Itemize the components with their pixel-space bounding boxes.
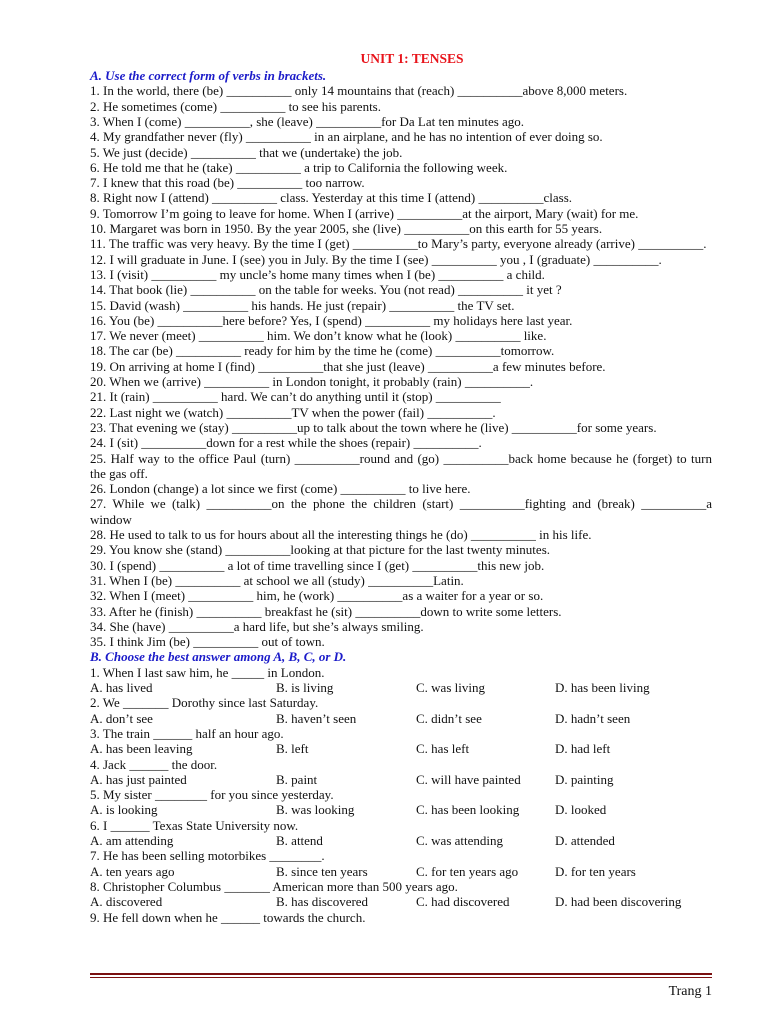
answer-option[interactable]: B. since ten years [276, 863, 368, 879]
exercise-item: 15. David (wash) __________ his hands. He just (repair) __________ the TV set. [90, 297, 515, 313]
exercise-item: 1. In the world, there (be) __________ only 14 mountains that (reach) __________above 8,000 meters. [90, 83, 628, 99]
answer-option[interactable]: D. has been living [555, 680, 650, 696]
answer-options [90, 864, 712, 879]
answer-option[interactable]: B. is living [276, 680, 334, 696]
answer-option[interactable]: B. attend [276, 833, 323, 849]
worksheet-page [90, 50, 712, 925]
answer-options [90, 833, 712, 848]
answer-option[interactable]: C. will have painted [416, 771, 521, 787]
answer-option[interactable]: C. has been looking [416, 802, 520, 818]
page-number: Trang 1 [668, 984, 712, 999]
exercise-item: 7. I knew that this road (be) __________ too narrow. [90, 175, 365, 191]
exercise-item: 10. Margaret was born in 1950. By the year 2005, she (live) __________on this earth for 55 years. [90, 221, 603, 237]
exercise-item: 21. It (rain) __________ hard. We can’t do anything until it (stop) __________ [90, 389, 501, 405]
answer-option[interactable]: C. was living [416, 680, 485, 696]
answer-options [90, 680, 712, 695]
answer-option[interactable]: D. attended [555, 833, 615, 849]
answer-option[interactable]: A. is looking [90, 802, 158, 818]
exercise-item: 26. London (change) a lot since we first (come) __________ to live here. [90, 481, 471, 497]
section-a-heading: A. Use the correct form of verbs in brackets. [90, 68, 327, 83]
answer-option[interactable]: B. paint [276, 771, 318, 787]
exercise-item: 9. Tomorrow I’m going to leave for home. When I (arrive) __________at the airport, Mary (wait) for me. [90, 205, 639, 221]
footer-rule-thick [90, 973, 712, 975]
section-b-questions [90, 665, 712, 925]
answer-options [90, 802, 712, 817]
exercise-item: 3. When I (come) __________, she (leave) __________for Da Lat ten minutes ago. [90, 114, 525, 129]
answer-option[interactable]: D. looked [555, 802, 607, 818]
answer-option[interactable]: B. left [276, 741, 309, 757]
exercise-item: 24. I (sit) __________down for a rest while the shoes (repair) __________. [90, 435, 482, 451]
answer-option[interactable]: D. painting [555, 771, 614, 787]
answer-option[interactable]: C. had discovered [416, 894, 510, 910]
answer-option[interactable]: D. hadn’t seen [555, 710, 631, 726]
question-stem: 9. He fell down when he ______ towards the church. [90, 909, 366, 925]
section-b-heading: B. Choose the best answer among A, B, C, or D. [90, 649, 347, 665]
exercise-item: 2. He sometimes (come) __________ to see his parents. [90, 98, 381, 114]
question-stem: 1. When I last saw him, he _____ in London. [90, 664, 325, 680]
answer-option[interactable]: A. has just painted [90, 771, 187, 787]
question-stem: 6. I ______ Texas State University now. [90, 817, 299, 833]
exercise-item: 31. When I (be) __________ at school we all (study) __________Latin. [90, 572, 464, 588]
exercise-item: 33. After he (finish) __________ breakfast he (sit) __________down to write some letters. [90, 603, 562, 619]
answer-options [90, 711, 712, 726]
question-stem: 2. We _______ Dorothy since last Saturday. [90, 695, 319, 711]
exercise-item: 14. That book (lie) __________ on the table for weeks. You (not read) __________ it yet ? [90, 282, 562, 298]
exercise-item: 34. She (have) __________a hard life, but she’s always smiling. [90, 618, 424, 634]
answer-option[interactable]: D. for ten years [555, 863, 636, 879]
answer-options [90, 772, 712, 787]
section-a [90, 68, 712, 649]
answer-option[interactable]: B. was looking [276, 802, 355, 818]
answer-option[interactable]: A. don’t see [90, 710, 153, 726]
exercise-item: 8. Right now I (attend) __________ class. Yesterday at this time I (attend) __________class. [90, 190, 573, 206]
answer-option[interactable]: B. has discovered [276, 894, 369, 910]
question-stem: 3. The train ______ half an hour ago. [90, 725, 284, 741]
footer-rule-thin [90, 977, 712, 978]
question-stem: 8. Christopher Columbus _______ American more than 500 years ago. [90, 878, 458, 894]
answer-option[interactable]: C. didn’t see [416, 710, 482, 726]
exercise-item: 28. He used to talk to us for hours about all the interesting things he (do) __________ in his life. [90, 527, 592, 543]
exercise-item: 20. When we (arrive) __________ in London tonight, it probably (rain) __________. [90, 374, 534, 390]
question-stem: 4. Jack ______ the door. [90, 756, 218, 772]
exercise-item: 35. I think Jim (be) __________ out of town. [90, 634, 325, 650]
section-a-items [90, 83, 712, 649]
answer-option[interactable]: A. has lived [90, 680, 153, 696]
exercise-item: 6. He told me that he (take) __________ a trip to California the following week. [90, 159, 508, 175]
answer-option[interactable]: B. haven’t seen [276, 710, 357, 726]
question-stem: 5. My sister ________ for you since yesterday. [90, 787, 334, 803]
answer-option[interactable]: A. am attending [90, 833, 174, 849]
exercise-item: 30. I (spend) __________ a lot of time travelling since I (get) __________this new job. [90, 557, 545, 573]
exercise-item: 12. I will graduate in June. I (see) you in July. By the time I (see) __________ you , I (graduate) __________. [90, 251, 662, 267]
exercise-item: 18. The car (be) __________ ready for him by the time he (come) __________tomorrow. [90, 343, 555, 359]
unit-title: UNIT 1: TENSES [360, 51, 464, 66]
exercise-item: 17. We never (meet) __________ him. We don’t know what he (look) __________ like. [90, 328, 547, 344]
answer-option[interactable]: A. has been leaving [90, 741, 193, 757]
exercise-item: 25. Half way to the office Paul (turn) __________round and (go) __________back home because he (forget) to turn the gas off. [90, 450, 712, 481]
answer-option[interactable]: A. discovered [90, 894, 163, 910]
exercise-item: 27. While we (talk) __________on the phone the children (start) __________fighting and (break) __________a window [90, 496, 712, 527]
exercise-item: 32. When I (meet) __________ him, he (work) __________as a waiter for a year or so. [90, 588, 544, 604]
exercise-item: 29. You know she (stand) __________looking at that picture for the last twenty minutes. [90, 542, 551, 558]
exercise-item: 5. We just (decide) __________ that we (undertake) the job. [90, 144, 403, 160]
exercise-item: 23. That evening we (stay) __________up to talk about the town where he (live) __________for some years. [90, 419, 657, 435]
answer-option[interactable]: C. has left [416, 741, 470, 757]
exercise-item: 13. I (visit) __________ my uncle’s home many times when I (be) __________ a child. [90, 266, 545, 282]
exercise-item: 4. My grandfather never (fly) __________ in an airplane, and he has no intention of ever doing so. [90, 129, 603, 145]
question-stem: 7. He has been selling motorbikes ________. [90, 848, 325, 864]
exercise-item: 19. On arriving at home I (find) __________that she just (leave) __________a few minutes before. [90, 358, 606, 374]
exercise-item: 11. The traffic was very heavy. By the time I (get) __________to Mary’s party, everyone already (arrive) __________. [90, 236, 707, 252]
section-b [90, 649, 712, 924]
answer-options [90, 741, 712, 756]
answer-option[interactable]: D. had been discovering [555, 894, 682, 910]
exercise-item: 16. You (be) __________here before? Yes, I (spend) __________ my holidays here last year. [90, 312, 573, 328]
answer-option[interactable]: D. had left [555, 741, 611, 757]
exercise-item: 22. Last night we (watch) __________TV when the power (fail) __________. [90, 404, 496, 420]
answer-options [90, 894, 712, 909]
answer-option[interactable]: C. was attending [416, 833, 504, 849]
answer-option[interactable]: A. ten years ago [90, 863, 175, 879]
answer-option[interactable]: C. for ten years ago [416, 863, 519, 879]
